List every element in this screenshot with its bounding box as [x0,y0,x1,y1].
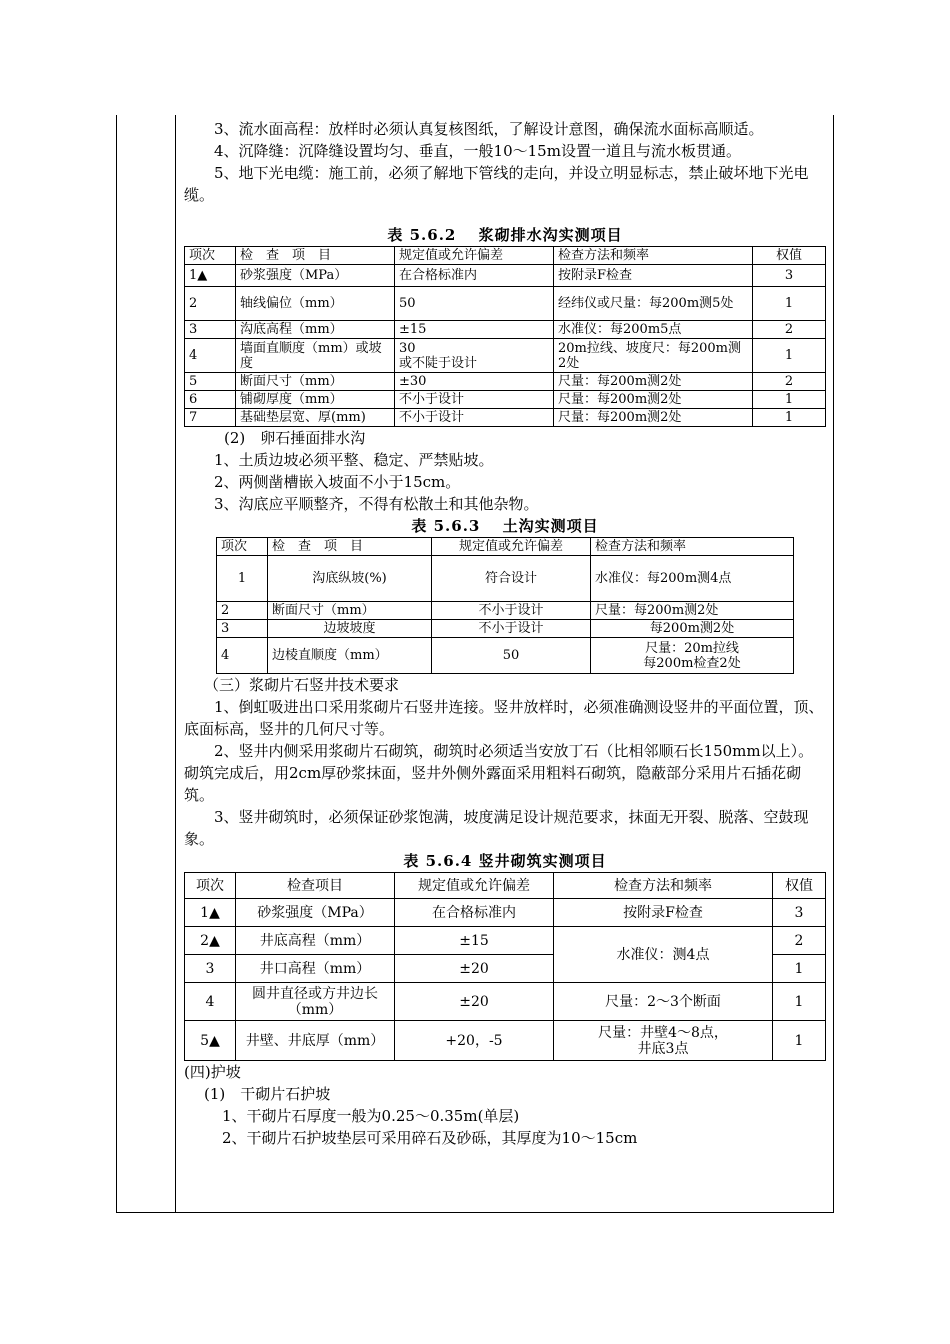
table-row [185,287,826,321]
cell-weight: 1 [753,339,826,373]
cell-spec: 不小于设计 [432,602,591,620]
cell-spec: ±20 [395,955,554,983]
table-header-row [217,538,794,556]
header-cell: 检查方法和频率 [554,247,753,265]
cell-no: 3 [217,620,268,638]
cell-item: 沟底高程（mm） [236,321,395,339]
table-caption-5-6-3: 表 5.6.3 土沟实测项目 [411,517,599,535]
table-row [217,638,794,674]
paragraph-groove: 2、两侧凿槽嵌入坡面不小于15cm。 [214,473,461,491]
table-row [185,321,826,339]
subsection-title-dry-masonry: (1) 干砌片石护坡 [204,1085,331,1103]
cell-no: 1 [217,556,268,602]
table-5-6-4 [184,872,826,1061]
section-title-pebble-ditch: (2) 卵石捶面排水沟 [224,429,366,447]
cell-weight: 1 [773,1021,826,1061]
paragraph-settlement-joint: 4、沉降缝：沉降缝设置均匀、垂直，一般10～15m设置一道且与流水板贯通。 [214,142,741,160]
cell-no: 4 [185,983,236,1021]
section-title-shaft: （三）浆砌片石竖井技术要求 [204,676,400,694]
header-cell: 项次 [217,538,268,556]
table-row [185,899,826,927]
cell-no: 6 [185,391,236,409]
cell-spec: 30 或不陡于设计 [395,339,554,373]
cell-spec: 在合格标准内 [395,899,554,927]
cell-spec: 50 [432,638,591,674]
cell-spec: ±30 [395,373,554,391]
table-row [185,391,826,409]
table-row [185,1021,826,1061]
cell-item: 井口高程（mm） [236,955,395,983]
cell-method: 尺量：2～3个断面 [554,983,773,1021]
header-cell: 检查方法和频率 [591,538,794,556]
table-caption-5-6-2: 表 5.6.2 浆砌排水沟实测项目 [387,226,623,244]
cell-no: 2 [185,287,236,321]
paragraph-underground-cable: 5、地下光电缆：施工前，必须了解地下管线的走向，并设立明显标志，禁止破坏地下光电缆。 [184,164,809,204]
cell-method: 尺量：20m拉线 每200m检查2处 [591,638,794,674]
table-row [185,339,826,373]
table-header-row [185,873,826,899]
table-row [185,927,826,955]
cell-item: 基础垫层宽、厚(mm) [236,409,395,427]
cell-method: 尺量：每200m测2处 [591,602,794,620]
paragraph-slope: 1、土质边坡必须平整、稳定、严禁贴坡。 [214,451,494,469]
cell-no: 5▲ [185,1021,236,1061]
paragraph-ditch-bottom: 3、沟底应平顺整齐，不得有松散土和其他杂物。 [214,495,539,513]
header-cell: 检查项目 [236,873,395,899]
paragraph-flow-elevation: 3、流水面高程：放样时必须认真复核图纸，了解设计意图，确保流水面标高顺适。 [214,120,764,138]
cell-spec: ±15 [395,927,554,955]
paragraph-shaft-layout: 1、倒虹吸进出口采用浆砌片石竖井连接。竖井放样时，必须准确测设竖井的平面位置，顶、底面标高，竖井的几何尺寸等。 [184,698,824,738]
cell-no: 2 [217,602,268,620]
cell-spec: 不小于设计 [395,409,554,427]
cell-spec: ±20 [395,983,554,1021]
cell-weight: 2 [753,373,826,391]
cell-spec: +20，-5 [395,1021,554,1061]
table-row [217,602,794,620]
cell-no: 5 [185,373,236,391]
cell-weight: 3 [753,265,826,287]
header-cell: 权值 [753,247,826,265]
cell-no: 1▲ [185,265,236,287]
cell-no: 3 [185,321,236,339]
table-row [185,373,826,391]
cell-weight: 1 [753,409,826,427]
cell-method: 按附录F检查 [554,265,753,287]
paragraph-shaft-mortar: 3、竖井砌筑时，必须保证砂浆饱满，坡度满足设计规范要求，抹面无开裂、脱落、空鼓现象。 [184,808,809,848]
cell-spec: 50 [395,287,554,321]
left-column-divider [175,115,176,1213]
cell-weight: 2 [753,321,826,339]
cell-item: 圆井直径或方井边长（mm） [236,983,395,1021]
cell-no: 2▲ [185,927,236,955]
cell-no: 3 [185,955,236,983]
cell-weight: 2 [773,927,826,955]
section-title-slope-protection: (四)护坡 [184,1063,241,1081]
cell-weight: 1 [753,391,826,409]
cell-weight: 1 [773,955,826,983]
cell-item: 断面尺寸（mm） [236,373,395,391]
header-cell: 权值 [773,873,826,899]
header-cell: 规定值或允许偏差 [395,873,554,899]
cell-method: 尺量：每200m测2处 [554,373,753,391]
cell-no: 4 [185,339,236,373]
cell-item: 井底高程（mm） [236,927,395,955]
cell-method: 水准仪：每200m测4点 [591,556,794,602]
cell-spec: 在合格标准内 [395,265,554,287]
cell-method: 每200m测2处 [591,620,794,638]
document-content [184,118,826,1149]
header-cell: 规定值或允许偏差 [395,247,554,265]
table-header-row [185,247,826,265]
cell-item: 边棱直顺度（mm） [268,638,432,674]
header-cell: 项次 [185,873,236,899]
cell-spec: 符合设计 [432,556,591,602]
table-row [185,983,826,1021]
paragraph-cushion: 2、干砌片石护坡垫层可采用碎石及砂砾，其厚度为10～15cm [222,1129,638,1147]
cell-spec: 不小于设计 [432,620,591,638]
cell-item: 沟底纵坡(%) [268,556,432,602]
paragraph-thickness: 1、干砌片石厚度一般为0.25～0.35m(单层) [222,1107,520,1125]
cell-item: 井壁、井底厚（mm） [236,1021,395,1061]
cell-method: 经纬仪或尺量：每200m测5处 [554,287,753,321]
cell-no: 1▲ [185,899,236,927]
table-5-6-2 [184,246,826,427]
cell-item: 断面尺寸（mm） [268,602,432,620]
cell-weight: 1 [753,287,826,321]
table-5-6-3 [216,537,794,674]
table-row [217,556,794,602]
cell-item: 砂浆强度（MPa） [236,265,395,287]
paragraph-shaft-masonry: 2、竖井内侧采用浆砌片石砌筑，砌筑时必须适当安放丁石（比相邻顺石长150mm以上）。砌筑完成后，用2cm厚砂浆抹面，竖井外侧外露面采用粗料石砌筑，隐蔽部分采用片石插花砌筑。 [184,742,814,804]
cell-spec: ±15 [395,321,554,339]
table-caption-5-6-4: 表 5.6.4 竖井砌筑实测项目 [403,852,607,870]
cell-method: 水准仪：每200m5点 [554,321,753,339]
cell-method: 尺量：每200m测2处 [554,391,753,409]
cell-method: 20m拉线、坡度尺：每200m测2处 [554,339,753,373]
header-cell: 项次 [185,247,236,265]
header-cell: 检 查 项 目 [236,247,395,265]
header-cell: 检 查 项 目 [268,538,432,556]
cell-spec: 不小于设计 [395,391,554,409]
cell-item: 轴线偏位（mm） [236,287,395,321]
cell-method: 按附录F检查 [554,899,773,927]
header-cell: 检查方法和频率 [554,873,773,899]
cell-no: 4 [217,638,268,674]
cell-item: 墙面直顺度（mm）或坡度 [236,339,395,373]
cell-method-merged: 水准仪：测4点 [554,927,773,983]
cell-no: 7 [185,409,236,427]
cell-item: 砂浆强度（MPa） [236,899,395,927]
table-row [185,265,826,287]
cell-item: 铺砌厚度（mm） [236,391,395,409]
header-cell: 规定值或允许偏差 [432,538,591,556]
cell-weight: 3 [773,899,826,927]
cell-item: 边坡坡度 [268,620,432,638]
table-row [185,409,826,427]
table-row [217,620,794,638]
cell-weight: 1 [773,983,826,1021]
cell-method: 尺量：每200m测2处 [554,409,753,427]
cell-method: 尺量：井壁4～8点， 井底3点 [554,1021,773,1061]
